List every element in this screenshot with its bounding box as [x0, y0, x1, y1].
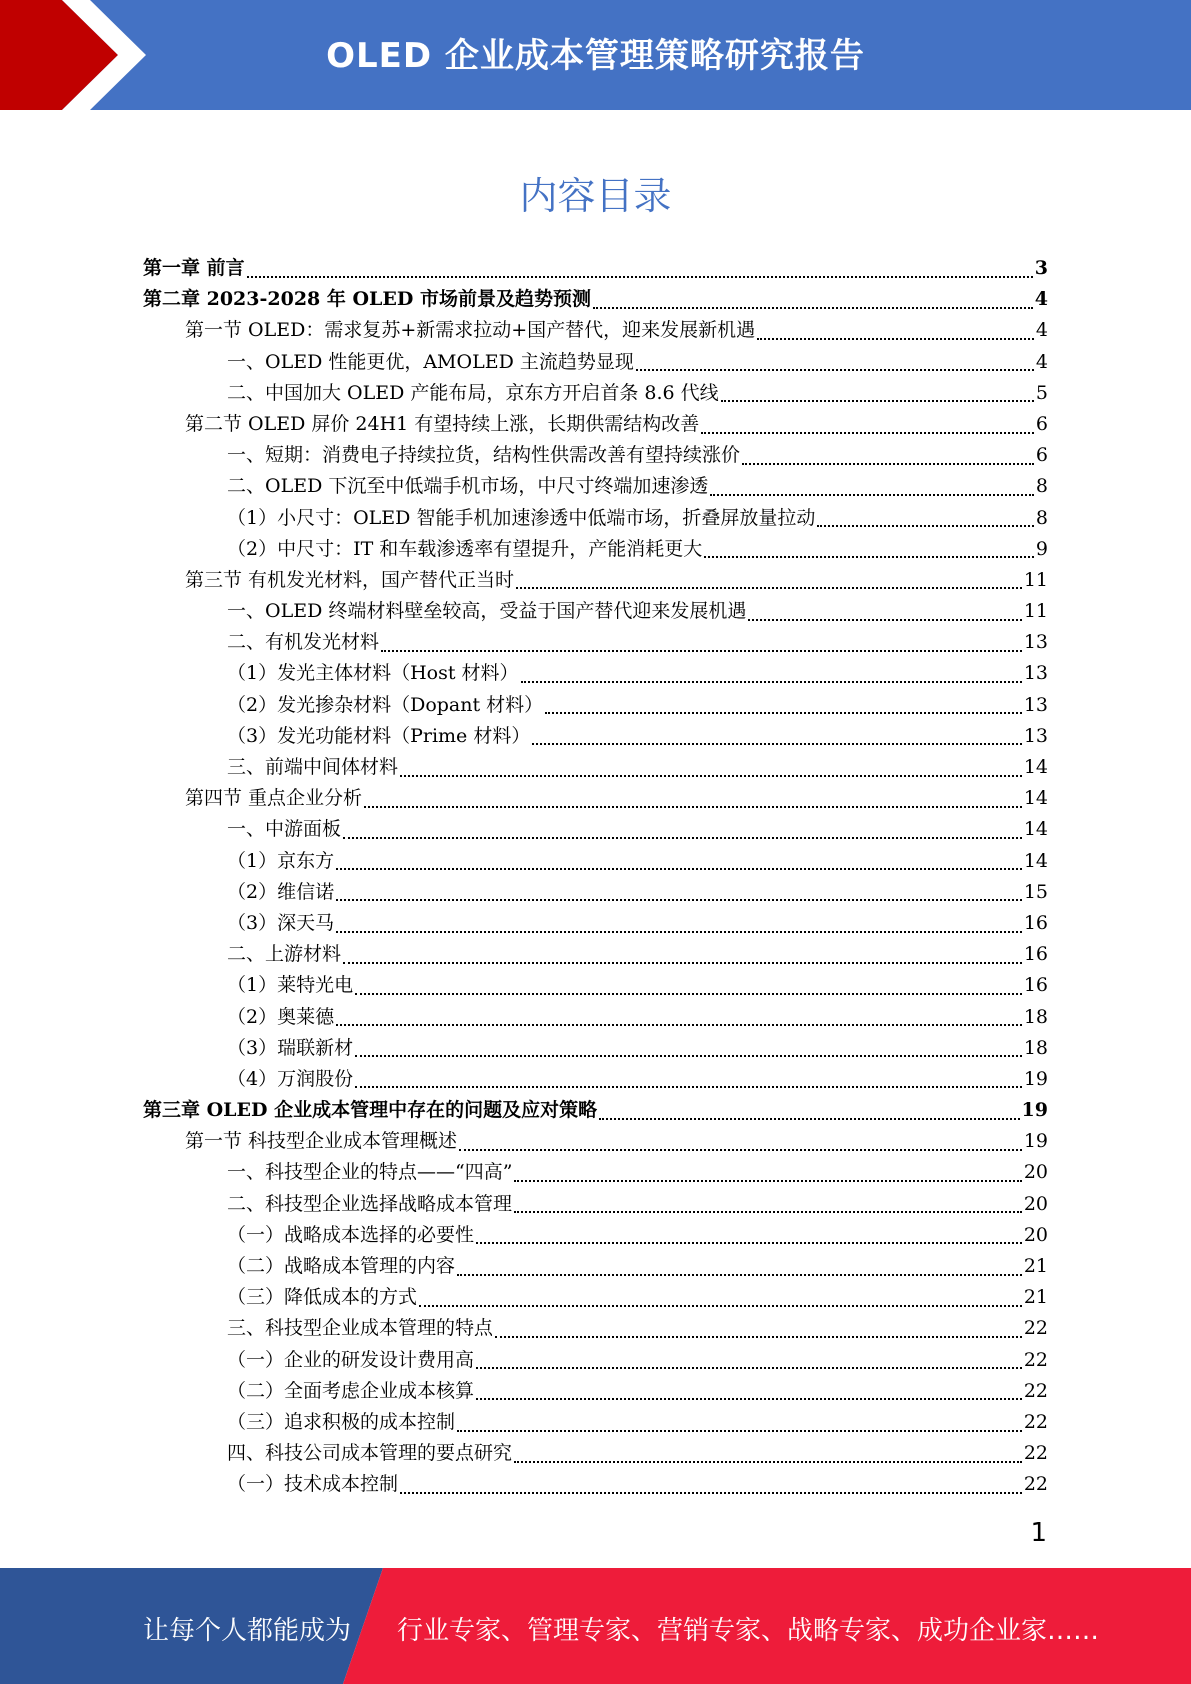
- toc-dot-leader: [343, 962, 1022, 964]
- toc-entry-page: 3: [1034, 257, 1048, 279]
- toc-entry[interactable]: [143, 939, 1048, 970]
- toc-dot-leader: [364, 806, 1022, 808]
- toc-entry-title: 第一节 OLED：需求复苏+新需求拉动+国产替代，迎来发展新机遇: [185, 319, 756, 342]
- toc-entry[interactable]: [143, 503, 1048, 534]
- toc-entry-title: 一、OLED 性能更优，AMOLED 主流趋势显现: [227, 350, 634, 373]
- toc-entry-title: 第二节 OLED 屏价 24H1 有望持续上涨，长期供需结构改善: [185, 412, 700, 435]
- toc-dot-leader: [495, 1336, 1022, 1338]
- toc-dot-leader: [336, 899, 1022, 901]
- toc-dot-leader: [336, 868, 1022, 870]
- toc-entry[interactable]: [143, 970, 1048, 1001]
- toc-entry-page: 13: [1023, 662, 1048, 685]
- toc-entry[interactable]: [143, 690, 1048, 721]
- toc-entry[interactable]: [143, 1438, 1048, 1469]
- toc-entry[interactable]: [143, 721, 1048, 752]
- toc-entry-title: （4）万润股份: [227, 1067, 354, 1090]
- toc-dot-leader: [721, 400, 1034, 402]
- toc-entry-page: 18: [1023, 1036, 1048, 1059]
- toc-entry[interactable]: [143, 565, 1048, 596]
- toc-entry-page: 19: [1021, 1099, 1048, 1122]
- toc-entry-page: 6: [1035, 444, 1048, 467]
- table-of-contents: [143, 253, 1048, 1501]
- toc-entry-title: （三）降低成本的方式: [227, 1286, 418, 1309]
- toc-dot-leader: [247, 276, 1033, 278]
- toc-entry-page: 8: [1035, 506, 1048, 529]
- toc-entry-title: （二）全面考虑企业成本核算: [227, 1379, 475, 1402]
- toc-dot-leader: [419, 1305, 1022, 1307]
- page-footer: [0, 1568, 1191, 1684]
- toc-entry-title: 第四节 重点企业分析: [185, 787, 363, 810]
- toc-entry-title: （1）京东方: [227, 849, 335, 872]
- toc-entry-page: 4: [1034, 288, 1048, 311]
- toc-entry[interactable]: [143, 1282, 1048, 1313]
- toc-entry-page: 20: [1023, 1192, 1048, 1215]
- toc-entry-title: 第三节 有机发光材料，国产替代正当时: [185, 568, 515, 591]
- toc-entry-title: 一、中游面板: [227, 818, 342, 841]
- toc-entry[interactable]: [143, 752, 1048, 783]
- toc-dot-leader: [704, 556, 1034, 558]
- toc-entry[interactable]: [143, 783, 1048, 814]
- toc-entry-page: 22: [1023, 1473, 1048, 1496]
- toc-dot-leader: [532, 743, 1021, 745]
- toc-dot-leader: [476, 1398, 1022, 1400]
- toc-entry-page: 15: [1023, 880, 1048, 903]
- toc-entry-title: 第二章 2023-2028 年 OLED 市场前景及趋势预测: [143, 288, 591, 311]
- toc-dot-leader: [545, 712, 1022, 714]
- toc-entry[interactable]: [143, 1407, 1048, 1438]
- toc-entry[interactable]: [143, 1220, 1048, 1251]
- toc-entry-page: 9: [1035, 537, 1048, 560]
- toc-entry-title: 二、中国加大 OLED 产能布局，京东方开启首条 8.6 代线: [227, 381, 719, 404]
- toc-entry[interactable]: [143, 1095, 1048, 1126]
- toc-entry-page: 14: [1023, 756, 1048, 778]
- toc-dot-leader: [400, 1492, 1022, 1494]
- toc-entry-title: （一）企业的研发设计费用高: [227, 1348, 475, 1371]
- toc-entry-page: 4: [1035, 319, 1048, 342]
- toc-dot-leader: [457, 1274, 1022, 1276]
- toc-entry[interactable]: [143, 1157, 1048, 1188]
- toc-dot-leader: [336, 1024, 1022, 1026]
- toc-entry[interactable]: [143, 1313, 1048, 1344]
- toc-entry[interactable]: [143, 1064, 1048, 1095]
- toc-entry-title: （1）发光主体材料（Host 材料）: [227, 662, 519, 685]
- toc-entry-title: （3）发光功能材料（Prime 材料）: [227, 724, 531, 747]
- toc-entry-title: 二、上游材料: [227, 943, 342, 966]
- toc-dot-leader: [381, 650, 1022, 652]
- toc-entry-page: 22: [1023, 1379, 1048, 1402]
- toc-dot-leader: [400, 775, 1022, 777]
- toc-dot-leader: [710, 494, 1034, 496]
- toc-entry-title: 一、科技型企业的特点——“四高”: [227, 1161, 513, 1184]
- toc-entry-title: （1）小尺寸：OLED 智能手机加速渗透中低端市场，折叠屏放量拉动: [227, 506, 816, 529]
- toc-dot-leader: [514, 1211, 1022, 1213]
- toc-entry-title: 二、OLED 下沉至中低端手机市场，中尺寸终端加速渗透: [227, 475, 709, 498]
- toc-entry[interactable]: [143, 315, 1048, 346]
- toc-entry[interactable]: [143, 347, 1048, 378]
- toc-entry-title: 四、科技公司成本管理的要点研究: [227, 1442, 513, 1465]
- toc-dot-leader: [701, 432, 1034, 434]
- toc-entry-title: 二、有机发光材料: [227, 631, 380, 654]
- toc-entry-title: （2）中尺寸：IT 和车载渗透率有望提升，产能消耗更大: [227, 537, 703, 560]
- toc-entry-title: 三、科技型企业成本管理的特点: [227, 1317, 494, 1340]
- toc-entry-page: 19: [1023, 1130, 1048, 1153]
- toc-entry[interactable]: [143, 378, 1048, 409]
- toc-entry-page: 22: [1023, 1410, 1048, 1433]
- toc-dot-leader: [636, 369, 1034, 371]
- toc-entry[interactable]: [143, 409, 1048, 440]
- toc-entry[interactable]: [143, 1126, 1048, 1157]
- toc-entry-page: 14: [1023, 818, 1048, 841]
- toc-entry-page: 14: [1023, 787, 1048, 810]
- toc-entry-page: 19: [1023, 1067, 1048, 1090]
- toc-dot-leader: [355, 1086, 1022, 1088]
- toc-dot-leader: [476, 1242, 1022, 1244]
- toc-entry[interactable]: [143, 1345, 1048, 1376]
- toc-entry-title: （2）维信诺: [227, 880, 335, 903]
- footer-slogan-right: 行业专家、管理专家、营销专家、战略专家、成功企业家……: [397, 1616, 1100, 1646]
- toc-dot-leader: [516, 587, 1022, 589]
- toc-entry-page: 11: [1023, 568, 1048, 591]
- report-title: OLED 企业成本管理策略研究报告: [326, 36, 865, 76]
- toc-entry[interactable]: [143, 471, 1048, 502]
- toc-dot-leader: [757, 338, 1034, 340]
- toc-entry-page: 22: [1023, 1317, 1048, 1340]
- toc-dot-leader: [521, 681, 1022, 683]
- toc-entry[interactable]: [143, 1376, 1048, 1407]
- toc-entry-title: （1）莱特光电: [227, 974, 354, 997]
- toc-entry-page: 8: [1035, 475, 1048, 498]
- toc-entry[interactable]: [143, 814, 1048, 845]
- toc-entry-page: 13: [1023, 724, 1048, 747]
- toc-dot-leader: [355, 993, 1022, 995]
- toc-entry-page: 21: [1023, 1286, 1048, 1309]
- toc-entry[interactable]: [143, 534, 1048, 565]
- toc-entry-page: 11: [1023, 600, 1048, 623]
- toc-entry-page: 16: [1023, 943, 1048, 966]
- toc-dot-leader: [514, 1180, 1021, 1182]
- toc-entry[interactable]: [143, 1251, 1048, 1282]
- toc-entry-title: 第一节 科技型企业成本管理概述: [185, 1130, 458, 1153]
- footer-slogan-left: 让每个人都能成为: [143, 1616, 352, 1646]
- toc-entry-page: 16: [1023, 911, 1048, 934]
- toc-entry[interactable]: [143, 253, 1048, 284]
- toc-dot-leader: [355, 1055, 1022, 1057]
- toc-dot-leader: [514, 1461, 1022, 1463]
- toc-entry-title: 一、短期：消费电子持续拉货，结构性供需改善有望持续涨价: [227, 444, 741, 467]
- toc-entry-title: 一、OLED 终端材料壁垒较高，受益于国产替代迎来发展机遇: [227, 600, 747, 623]
- toc-entry-page: 22: [1023, 1442, 1048, 1465]
- toc-dot-leader: [817, 525, 1033, 527]
- toc-entry[interactable]: [143, 1469, 1048, 1500]
- toc-entry[interactable]: [143, 658, 1048, 689]
- toc-entry-title: （2）发光掺杂材料（Dopant 材料）: [227, 693, 544, 716]
- toc-entry-page: 14: [1023, 849, 1048, 872]
- toc-entry-page: 22: [1023, 1348, 1048, 1371]
- toc-entry[interactable]: [143, 284, 1048, 315]
- toc-entry[interactable]: [143, 596, 1048, 627]
- toc-entry[interactable]: [143, 846, 1048, 877]
- toc-entry-page: 20: [1023, 1161, 1048, 1184]
- toc-entry-title: 第一章 前言: [143, 257, 245, 279]
- toc-entry[interactable]: [143, 908, 1048, 939]
- toc-entry[interactable]: [143, 440, 1048, 471]
- page-number: 1: [1030, 1518, 1047, 1548]
- toc-entry-page: 13: [1023, 631, 1048, 654]
- toc-dot-leader: [599, 1118, 1019, 1120]
- toc-entry-page: 18: [1023, 1005, 1048, 1028]
- toc-entry-page: 20: [1023, 1223, 1048, 1246]
- toc-entry-title: （一）战略成本选择的必要性: [227, 1223, 475, 1246]
- toc-entry[interactable]: [143, 627, 1048, 658]
- toc-entry-page: 13: [1023, 693, 1048, 716]
- toc-dot-leader: [742, 463, 1034, 465]
- toc-dot-leader: [748, 619, 1021, 621]
- toc-entry-page: 4: [1035, 350, 1048, 373]
- toc-dot-leader: [459, 1149, 1022, 1151]
- toc-entry-title: （2）奥莱德: [227, 1005, 335, 1028]
- toc-entry-title: （三）追求积极的成本控制: [227, 1410, 456, 1433]
- toc-entry-page: 16: [1023, 974, 1048, 997]
- toc-dot-leader: [343, 837, 1022, 839]
- toc-dot-leader: [336, 931, 1022, 933]
- toc-entry-page: 5: [1035, 381, 1048, 404]
- toc-entry[interactable]: [143, 1189, 1048, 1220]
- toc-entry-page: 21: [1023, 1255, 1048, 1277]
- toc-entry-title: （3）深天马: [227, 911, 335, 934]
- toc-entry[interactable]: [143, 1002, 1048, 1033]
- toc-entry-title: （二）战略成本管理的内容: [227, 1255, 456, 1277]
- toc-entry-title: 第三章 OLED 企业成本管理中存在的问题及应对策略: [143, 1099, 598, 1122]
- page-header: [0, 0, 1191, 110]
- toc-dot-leader: [476, 1367, 1022, 1369]
- toc-entry-title: （一）技术成本控制: [227, 1473, 399, 1496]
- toc-entry-title: 三、前端中间体材料: [227, 756, 399, 778]
- toc-heading: 内容目录: [519, 174, 672, 218]
- toc-entry-title: （3）瑞联新材: [227, 1036, 354, 1059]
- toc-dot-leader: [457, 1430, 1022, 1432]
- toc-entry-title: 二、科技型企业选择战略成本管理: [227, 1192, 513, 1215]
- toc-entry-page: 6: [1035, 412, 1048, 435]
- toc-dot-leader: [593, 307, 1033, 309]
- toc-entry[interactable]: [143, 877, 1048, 908]
- toc-entry[interactable]: [143, 1033, 1048, 1064]
